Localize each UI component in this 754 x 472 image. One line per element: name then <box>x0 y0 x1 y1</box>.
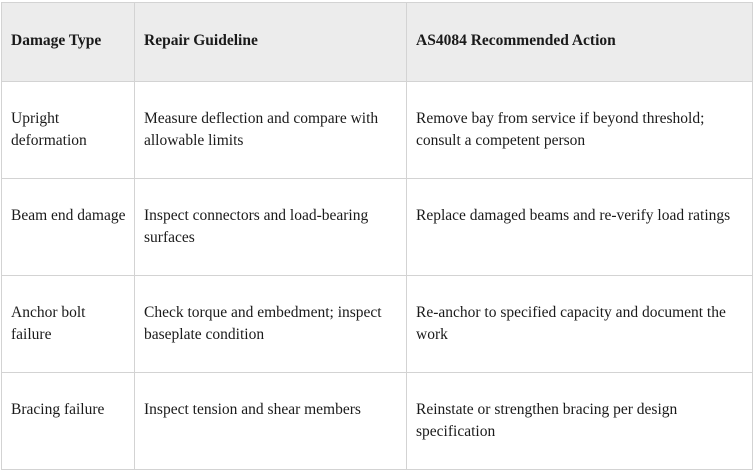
cell-recommended-action: Remove bay from service if beyond threshold; consult a competent person <box>407 82 753 179</box>
cell-repair-guideline: Check torque and embedment; inspect baseplate condition <box>135 276 407 373</box>
cell-repair-guideline: Inspect connectors and load-bearing surfaces <box>135 179 407 276</box>
table-row <box>2 276 753 373</box>
cell-damage-type: Beam end damage <box>2 179 135 276</box>
cell-damage-type: Bracing failure <box>2 373 135 470</box>
header-row <box>2 3 753 82</box>
header-repair-guideline: Repair Guideline <box>135 3 407 82</box>
header-recommended-action: AS4084 Recommended Action <box>407 3 753 82</box>
table-header <box>2 3 753 82</box>
cell-recommended-action: Reinstate or strengthen bracing per design specification <box>407 373 753 470</box>
damage-repair-table <box>1 2 753 470</box>
header-damage-type: Damage Type <box>2 3 135 82</box>
table-row <box>2 82 753 179</box>
cell-recommended-action: Replace damaged beams and re-verify load ratings <box>407 179 753 276</box>
cell-damage-type: Upright deformation <box>2 82 135 179</box>
cell-recommended-action: Re-anchor to specified capacity and document the work <box>407 276 753 373</box>
cell-repair-guideline: Inspect tension and shear members <box>135 373 407 470</box>
table-row <box>2 373 753 470</box>
table-row <box>2 179 753 276</box>
cell-damage-type: Anchor bolt failure <box>2 276 135 373</box>
cell-repair-guideline: Measure deflection and compare with allowable limits <box>135 82 407 179</box>
table-body <box>2 82 753 470</box>
